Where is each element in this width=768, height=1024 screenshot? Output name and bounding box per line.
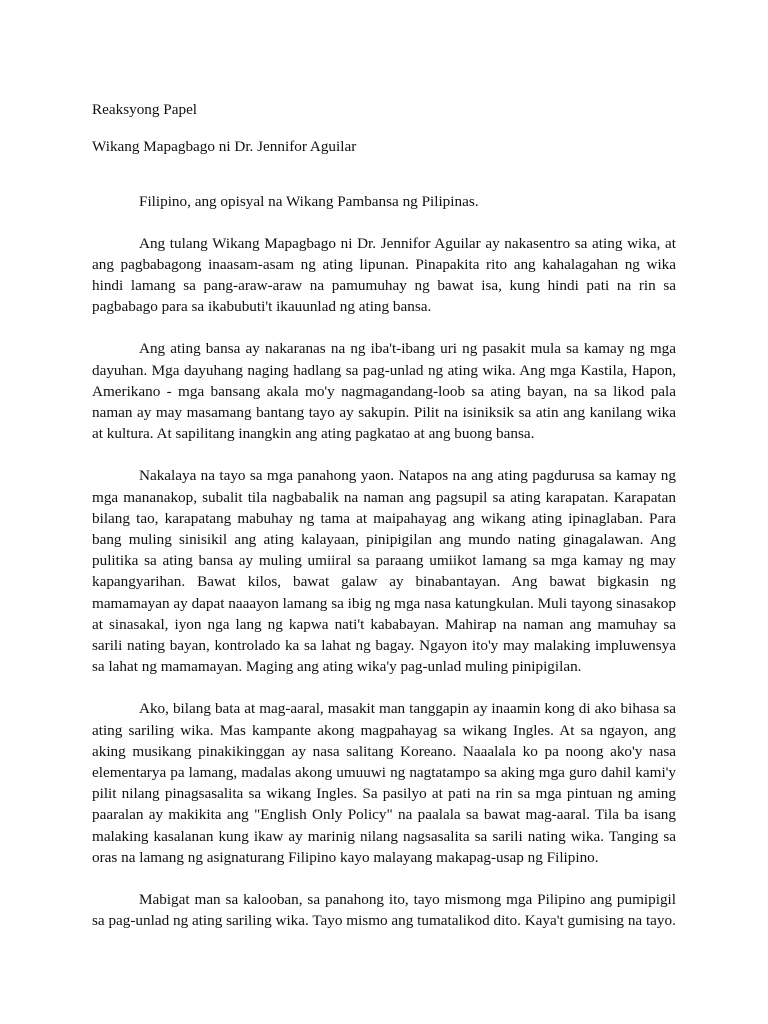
paragraph-6: Mabigat man sa kalooban, sa panahong ito, tayo mismong mga Pilipino ang pumipigil sa pag-unlad ng ating sariling wika. Tayo mismo ang tumatalikod dito. Kaya't gumising na tayo. — [92, 891, 676, 930]
document-subtitle: Wikang Mapagbago ni Dr. Jennifor Aguilar — [92, 138, 357, 156]
paragraph-1: Filipino, ang opisyal na Wikang Pambansa ng Pilipinas. — [139, 193, 479, 211]
paragraph-5: Ako, bilang bata at mag-aaral, masakit man tanggapin ay inaamin kong di ako bihasa sa ating sariling wika. Mas kampante akong magpahayag sa wikang Ingles. At sa ngayon, ang aking musikang pinakikinggan ay nasa salitang Koreano. Naaalala ko pa noong ako'y nasa elementarya pa lamang, madalas akong umuuwi ng nagtatampo sa aking mga guro dahil kami'y pilit nilang pinagsasalita sa wikang Ingles. Sa pasilyo at pati na rin sa mga pintuan ng aming paaralan ay makikita ang "English Only Policy" na paalala sa bawat mag-aaral. Tila ba isang malaking kasalanan kung ikaw ay marinig nilang nagsasalita sa sarili nating wika. Tanging sa oras na lamang ng asignaturang Filipino kayo malayang makapag-usap ng Filipino. — [92, 700, 676, 866]
paragraph-3: Ang ating bansa ay nakaranas na ng iba't-ibang uri ng pasakit mula sa kamay ng mga dayuhan. Mga dayuhang naging hadlang sa pag-unlad ng ating wika. Ang mga Kastila, Hapon, Amerikano - mga bansang akala mo'y nagmagandang-loob sa ating bayan, na sa likod pala naman ay may masamang bantang tayo ay sakupin. Pilit na isiniksik sa atin ang kanilang wika at kultura. At sapilitang inangkin ang ating pagkatao at ang buong bansa. — [92, 340, 676, 443]
paragraph-4: Nakalaya na tayo sa mga panahong yaon. Natapos na ang ating pagdurusa sa kamay ng mga mananakop, subalit tila nagbabalik na naman ang pagsupil sa ating karapatan. Karapatan bilang tao, karapatang mabuhay ng tama at maipahayag ang wikang ating ipinaglaban. Para bang muling sinisikil ang ating kalayaan, pinipigilan ang mundo nating ginagalawan. Ang pulitika sa ating bansa ay muling umiiral sa paraang umiikot lamang sa mga kamay ng may kapangyarihan. Bawat kilos, bawat galaw ay binabantayan. Ang bawat bigkasin ng mamamayan ay dapat naaayon lamang sa ibig ng mga nasa katungkulan. Muli tayong sinasakop at sinasakal, iyon nga lang ng kapwa nati't kababayan. Mahirap na naman ang mamuhay sa sarili nating bayan, kontrolado ka sa lahat ng bagay. Ngayon ito'y may malaking impluwensya sa lahat ng mamamayan. Maging ang ating wika'y pag-unlad muling pinipigilan. — [92, 467, 676, 676]
paragraph-2: Ang tulang Wikang Mapagbago ni Dr. Jennifor Aguilar ay nakasentro sa ating wika, at ang pagbabagong inaasam-asam ng ating lipunan. Pinapakita rito ang kahalagahan ng wika hindi lamang sa pang-araw-araw na pamumuhay ng bawat isa, kung hindi pati na rin sa pagbabago para sa ikabubuti't ikauunlad ng ating bansa. — [92, 234, 676, 316]
document-title: Reaksyong Papel — [92, 101, 198, 118]
